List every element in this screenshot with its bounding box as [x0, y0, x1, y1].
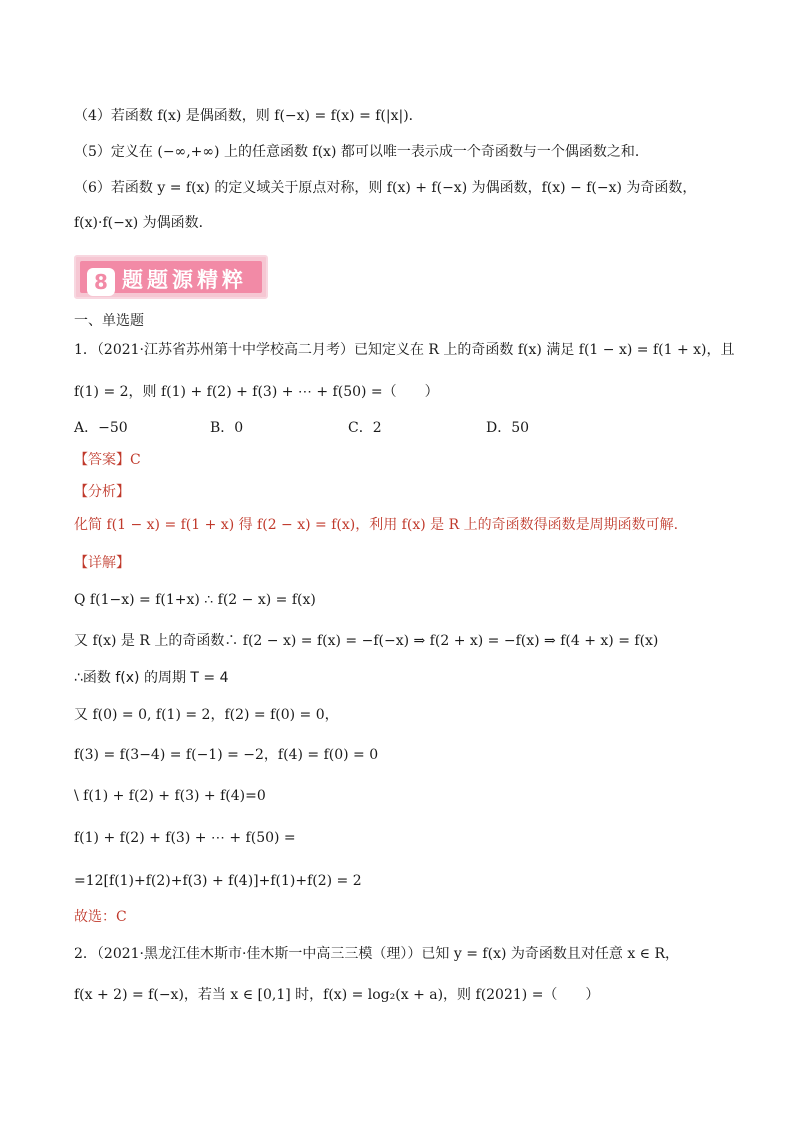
detail-heading: 【详解】	[74, 555, 130, 571]
answer-label: 【答案】C	[74, 452, 141, 468]
analysis-text: 化简 f(1 − x) = f(1 + x) 得 f(2 − x) = f(x)，利用 f(x) 是 R 上的奇函数得函数是周期函数可解.	[74, 517, 679, 533]
banner-background	[80, 261, 262, 293]
section-banner	[74, 255, 268, 299]
detail-step-5: f(3) = f(3−4) = f(−1) = −2，f(4) = f(0) = 0	[74, 747, 379, 763]
option-c: C．2	[348, 420, 382, 436]
detail-step-6: \ f(1) + f(2) + f(3) + f(4)=0	[74, 788, 266, 804]
property-5: （5）定义在 (−∞,+∞) 上的任意函数 f(x) 都可以唯一表示成一个奇函数与一个偶函数之和．	[74, 144, 649, 160]
property-6-line-2: f(x)·f(−x) 为偶函数．	[74, 215, 213, 231]
option-d: D．50	[486, 420, 530, 436]
detail-step-1: Q f(1−x) = f(1+x) ∴ f(2 − x) = f(x)	[74, 592, 316, 608]
option-a: A．−50	[74, 420, 128, 436]
section-title: 一、单选题	[74, 313, 144, 329]
question-2-stem-line-2: f(x + 2) = f(−x)，若当 x ∈ [0,1] 时，f(x) = log₂(x + a)，则 f(2021) =（ ）	[74, 987, 600, 1003]
question-2-stem-line-1: 2．（2021·黑龙江佳木斯市·佳木斯一中高三三模（理））已知 y = f(x) 为奇函数且对任意 x ∈ R，	[74, 946, 680, 962]
choice-label: 故选：C	[74, 909, 127, 925]
detail-step-8: =12[f(1)+f(2)+f(3) + f(4)]+f(1)+f(2) = 2	[74, 873, 362, 889]
banner-badge-icon	[87, 268, 115, 296]
property-6-line-1: （6）若函数 y = f(x) 的定义域关于原点对称，则 f(x) + f(−x) 为偶函数，f(x) − f(−x) 为奇函数，	[74, 180, 697, 196]
badge-number: 8	[94, 270, 108, 294]
detail-step-7: f(1) + f(2) + f(3) + ⋯ + f(50) =	[74, 830, 296, 846]
detail-step-4: 又 f(0) = 0, f(1) = 2，f(2) = f(0) = 0，	[74, 707, 339, 723]
question-1-stem-line-1: 1．（2021·江苏省苏州第十中学校高二月考）已知定义在 R 上的奇函数 f(x) 满足 f(1 − x) = f(1 + x)，且	[74, 342, 735, 358]
question-1-stem-line-2: f(1) = 2，则 f(1) + f(2) + f(3) + ⋯ + f(50) =（ ）	[74, 384, 439, 400]
property-4: （4）若函数 f(x) 是偶函数，则 f(−x) = f(x) = f(|x|)．	[74, 108, 423, 124]
detail-step-3: ∴函数 f(x) 的周期 T = 4	[74, 670, 229, 686]
option-b: B．0	[210, 420, 244, 436]
detail-step-2: 又 f(x) 是 R 上的奇函数∴ f(2 − x) = f(x) = −f(−x) ⇒ f(2 + x) = −f(x) ⇒ f(4 + x) = f(x)	[74, 633, 659, 649]
analysis-heading: 【分析】	[74, 484, 130, 500]
banner-title: 题题源精粹	[122, 268, 247, 292]
